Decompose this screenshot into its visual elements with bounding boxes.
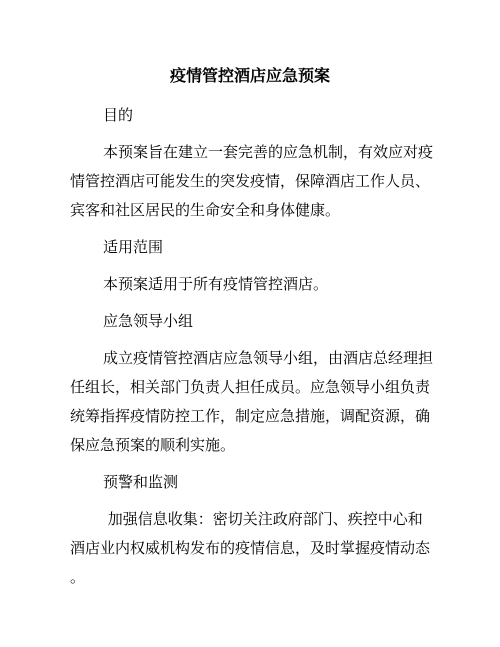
section-purpose xyxy=(70,101,440,225)
section-body-purpose xyxy=(70,138,440,225)
paragraph-line: 宾客和社区居民的生命安全和身体健康。 xyxy=(70,201,341,219)
section-body-scope xyxy=(70,270,440,299)
section-body-emergency-leadership-group xyxy=(70,344,440,460)
paragraph-line: 。 xyxy=(70,568,86,586)
section-scope xyxy=(70,233,440,299)
paragraph-line: 加强信息收集：密切关注政府部门、疾控中心和 xyxy=(103,510,423,528)
paragraph-line: 本预案旨在建立一套完善的应急机制，有效应对疫 xyxy=(103,143,434,161)
section-emergency-leadership-group xyxy=(70,307,440,460)
section-heading-emergency-leadership-group: 应急领导小组 xyxy=(103,312,194,330)
section-heading-warning-monitoring: 预警和监测 xyxy=(103,473,179,491)
paragraph-line: 任组长，相关部门负责人担任成员。应急领导小组负责 xyxy=(70,378,431,396)
paragraph-line: 保应急预案的顺利实施。 xyxy=(70,436,236,454)
section-body-warning-monitoring xyxy=(70,505,440,592)
paragraph-line: 情管控酒店可能发生的突发疫情，保障酒店工作人员、 xyxy=(70,172,431,190)
section-heading-purpose: 目的 xyxy=(103,106,134,124)
paragraph-line: 成立疫情管控酒店应急领导小组，由酒店总经理担 xyxy=(103,349,434,367)
paragraph-line: 统筹指挥疫情防控工作，制定应急措施，调配资源，确 xyxy=(70,407,431,425)
section-heading-scope: 适用范围 xyxy=(103,238,164,256)
paragraph-line: 本预案适用于所有疫情管控酒店。 xyxy=(103,275,329,293)
paragraph-line: 酒店业内权威机构发布的疫情信息，及时掌握疫情动态 xyxy=(70,539,431,557)
document-title: 疫情管控酒店应急预案 xyxy=(169,66,330,85)
section-warning-monitoring xyxy=(70,468,440,592)
